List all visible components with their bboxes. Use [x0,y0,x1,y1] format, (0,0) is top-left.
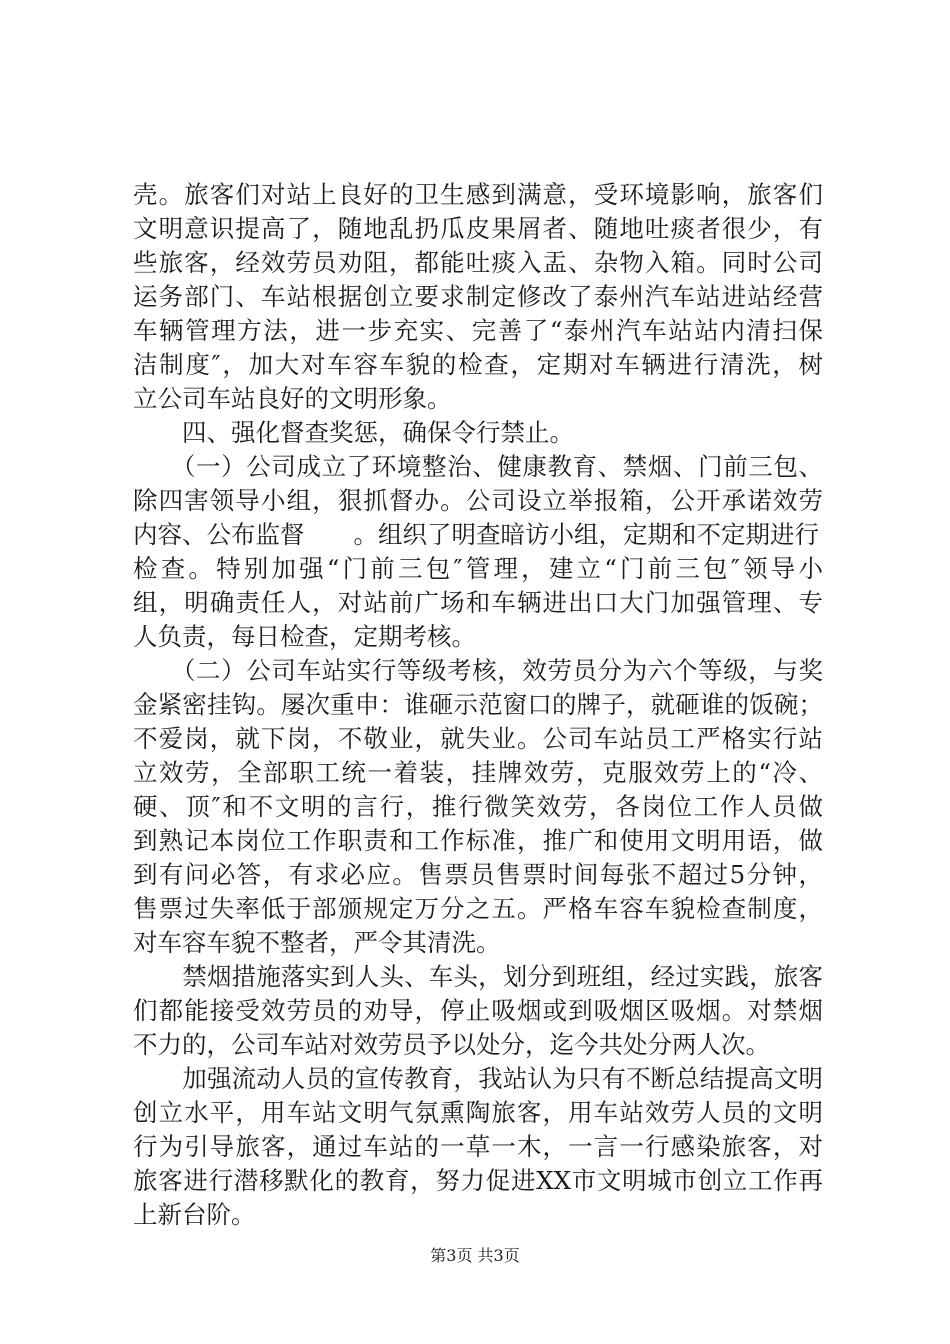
text-line: 文明意识提高了，随地乱扔瓜皮果屑者、随地吐痰者很少，有 [133,214,823,243]
text-line: 创立水平，用车站文明气氛熏陶旅客，用车站效劳人员的文明 [133,1098,823,1127]
text-line: 上新台阶。 [133,1200,256,1229]
text-line: 禁烟措施落实到人头、车头，划分到班组，经过实践，旅客 [133,962,823,991]
text-line: 壳。旅客们对站上良好的卫生感到满意，受环境影响，旅客们 [133,180,823,209]
page-number: 第3页 共3页 [430,1246,520,1265]
section-heading: 四、强化督查奖惩，确保令行禁止。 [133,418,574,447]
text-line: 旅客进行潜移默化的教育，努力促进XX市文明城市创立工作再 [133,1166,823,1195]
text-line: 运务部门、车站根据创立要求制定修改了泰州汽车站进站经营 [133,282,823,311]
text-line: 检查。特别加强“门前三包″管理，建立“门前三包″领导小 [133,554,823,583]
text-line: 些旅客，经效劳员劝阻，都能吐痰入盂、杂物入箱。同时公司 [133,248,823,277]
text-line: 人负责，每日检查，定期考核。 [133,622,476,651]
text-line: 到熟记本岗位工作职责和工作标准，推广和使用文明用语，做 [133,826,823,855]
text-line: （二）公司车站实行等级考核，效劳员分为六个等级，与奖 [133,656,823,685]
text-line: 金紧密挂钩。屡次重申：谁砸示范窗口的牌子，就砸谁的饭碗； [133,690,823,719]
text-line: 立效劳，全部职工统一着装，挂牌效劳，克服效劳上的“冷、 [133,758,823,787]
text-line: 立公司车站良好的文明形象。 [133,384,452,413]
text-line: 内容、公布监督 。组织了明查暗访小组，定期和不定期进行 [133,520,819,549]
text-line: 除四害领导小组，狠抓督办。公司设立举报箱，公开承诺效劳 [133,486,823,515]
text-line: 售票过失率低于部颁规定万分之五。严格车容车貌检查制度， [133,894,823,923]
text-line: 不力的，公司车站对效劳员予以处分，迄今共处分两人次。 [133,1030,770,1059]
text-line: （一）公司成立了环境整治、健康教育、禁烟、门前三包、 [133,452,823,481]
text-line: 对车容车貌不整者，严令其清洗。 [133,928,501,957]
text-line: 加强流动人员的宣传教育，我站认为只有不断总结提高文明 [133,1064,823,1093]
text-line: 硬、顶″和不文明的言行，推行微笑效劳，各岗位工作人员做 [133,792,823,821]
document-body [133,178,823,1232]
text-line: 组，明确责任人，对站前广场和车辆进出口大门加强管理、专 [133,588,823,617]
text-line: 洁制度″，加大对车容车貌的检查，定期对车辆进行清洗，树 [133,350,823,379]
text-line: 们都能接受效劳员的劝导，停止吸烟或到吸烟区吸烟。对禁烟 [133,996,823,1025]
text-line: 行为引导旅客，通过车站的一草一木，一言一行感染旅客，对 [133,1132,823,1161]
text-line: 车辆管理方法，进一步充实、完善了“泰州汽车站站内清扫保 [133,316,823,345]
page-footer [0,1246,950,1266]
text-line: 不爱岗，就下岗，不敬业，就失业。公司车站员工严格实行站 [133,724,823,753]
text-line: 到有问必答，有求必应。售票员售票时间每张不超过5分钟， [133,860,823,889]
